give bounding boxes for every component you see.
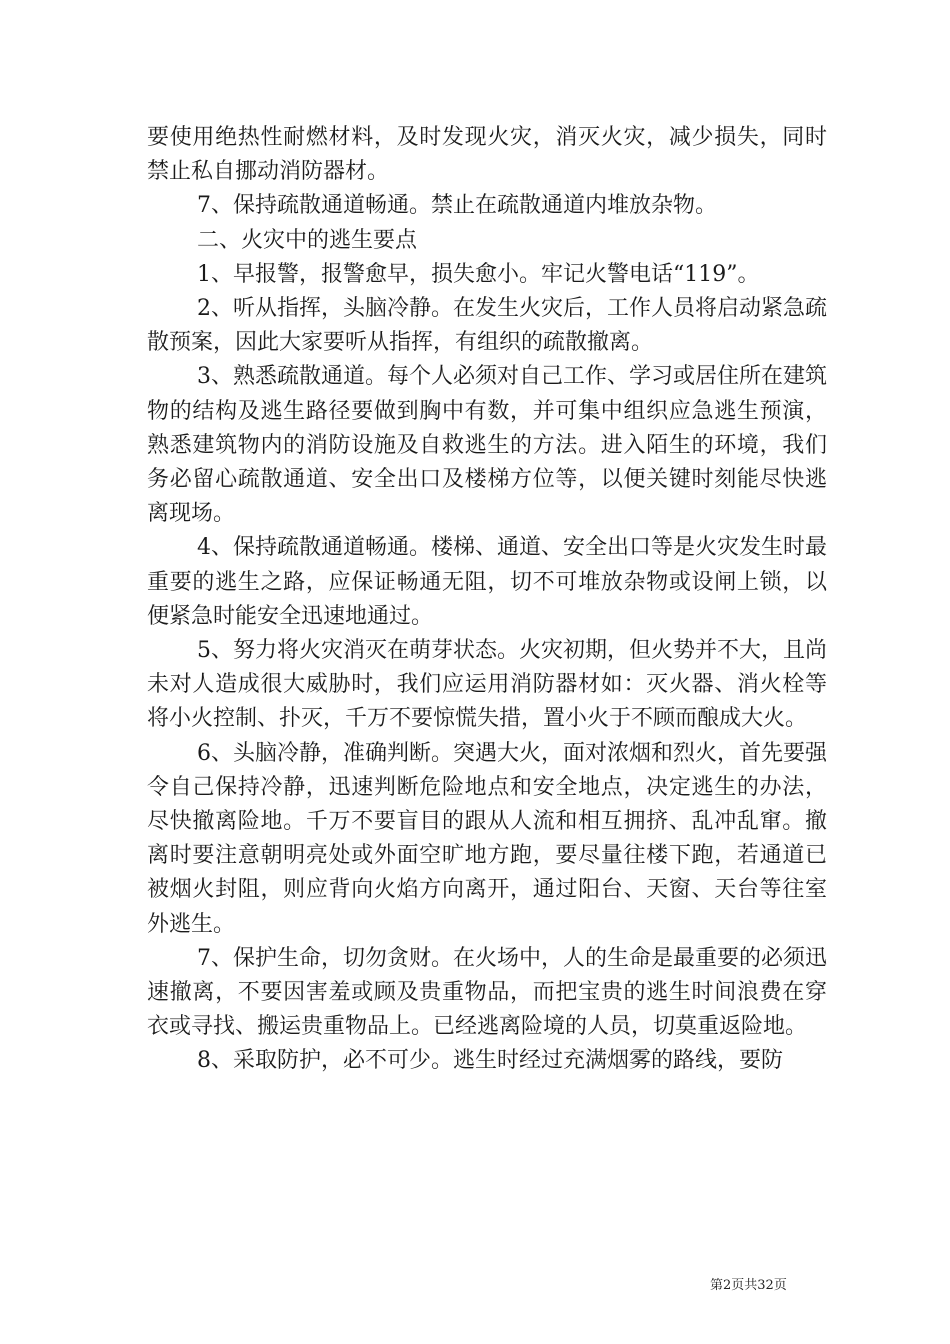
paragraph-item-2-follow-instructions: 2、听从指挥，头脑冷静。在发生火灾后，工作人员将启动紧急疏散预案，因此大家要听从指挥，有组织的疏散撤离。 bbox=[147, 296, 827, 356]
paragraph-item-7-exits: 7、保持疏散通道畅通。禁止在疏散通道内堆放杂物。 bbox=[197, 193, 717, 219]
paragraph-item-7-protect-life: 7、保护生命，切勿贪财。在火场中，人的生命是最重要的必须迅速撤离，不要因害羞或顾及贵重物品，而把宝贵的逃生时间浪费在穿衣或寻找、搬运贵重物品上。已经逃离险境的人员，切莫重返险地。 bbox=[147, 945, 827, 1040]
paragraph-item-6-stay-calm: 6、头脑冷静，准确判断。突遇大火，面对浓烟和烈火，首先要强令自己保持冷静，迅速判断危险地点和安全地点，决定逃生的办法，尽快撤离险地。千万不要盲目的跟从人流和相互拥挤、乱冲乱窜。撤离时要注意朝明亮处或外面空旷地方跑，要尽量往楼下跑，若通道已被烟火封阻，则应背向火焰方向离开，通过阳台、天窗、天台等往室外逃生。 bbox=[147, 740, 827, 937]
paragraph-item-1-alarm: 1、早报警，报警愈早，损失愈小。牢记火警电话“119”。 bbox=[197, 261, 760, 287]
paragraph-item-3-know-exits: 3、熟悉疏散通道。每个人必须对自己工作、学习或居住所在建筑物的结构及逃生路径要做到胸中有数，并可集中组织应急逃生预演，熟悉建筑物内的消防设施及自救逃生的方法。进入陌生的环境，我们务必留心疏散通道、安全出口及楼梯方位等，以便关键时刻能尽快逃离现场。 bbox=[147, 364, 827, 527]
paragraph-item-8-protection: 8、采取防护，必不可少。逃生时经过充满烟雾的路线，要防 bbox=[197, 1048, 783, 1074]
paragraph-item-5-extinguish-early: 5、努力将火灾消灭在萌芽状态。火灾初期，但火势并不大，且尚未对人造成很大威胁时，我们应运用消防器材如：灭火器、消火栓等将小火控制、扑灭，千万不要惊慌失措，置小火于不顾而酿成大火。 bbox=[147, 638, 827, 732]
page-number: 第2页共32页 bbox=[710, 1278, 787, 1293]
section-heading-escape-points: 二、火灾中的逃生要点 bbox=[197, 227, 418, 253]
paragraph-continuation: 要使用绝热性耐燃材料，及时发现火灾，消灭火灾，减少损失，同时禁止私自挪动消防器材。 bbox=[147, 125, 827, 185]
paragraph-item-4-keep-exits-clear: 4、保持疏散通道畅通。楼梯、通道、安全出口等是火灾发生时最重要的逃生之路，应保证畅通无阻，切不可堆放杂物或设闸上锁，以便紧急时能安全迅速地通过。 bbox=[147, 535, 827, 629]
document-body bbox=[147, 121, 827, 1079]
